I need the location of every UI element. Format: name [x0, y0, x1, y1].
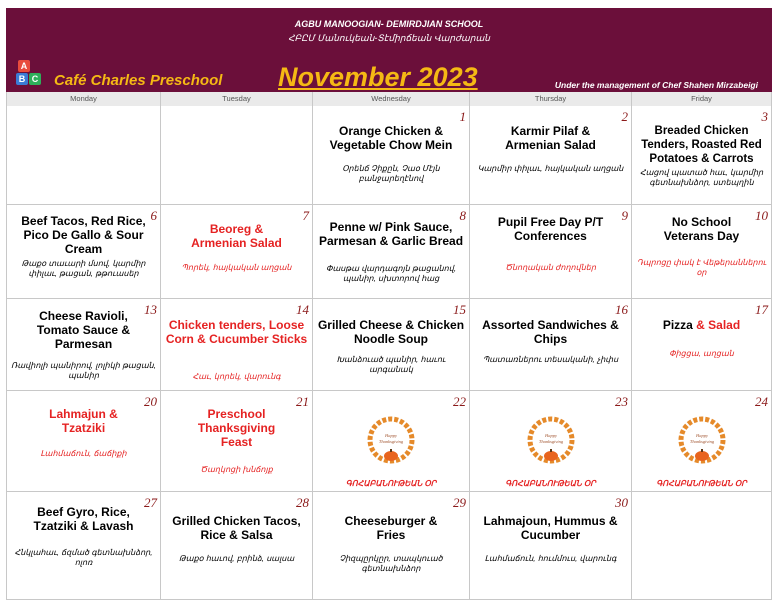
day-number: 9	[621, 208, 628, 223]
day-header-wednesday: Wednesday	[313, 92, 470, 106]
cafe-name: Café Charles Preschool	[54, 72, 223, 89]
day-cell	[313, 391, 470, 492]
day-number: 2	[621, 109, 628, 124]
menu-item-armenian: Խանձուած պանիր, հաւու արգանակ	[336, 355, 446, 374]
wreath-text: Happy	[385, 433, 397, 438]
day-number: 13	[144, 302, 157, 317]
menu-item-english: Penne w/ Pink Sauce, Parmesan & Garlic Bread	[318, 220, 464, 248]
menu-item-english: Beef Tacos, Red Rice, Pico De Gallo & Sour Cream	[21, 214, 146, 256]
day-cell	[161, 205, 313, 299]
day-cell	[313, 205, 470, 299]
abc-blocks-logo	[16, 60, 52, 88]
day-cell	[313, 492, 470, 600]
thanksgiving-wreath-icon	[524, 413, 578, 467]
day-cell	[161, 299, 313, 391]
day-header-friday: Friday	[632, 92, 772, 106]
menu-item-armenian: Ծնողական ժողովներ	[505, 263, 596, 272]
menu-item-english: Pupil Free Day P/T Conferences	[497, 215, 604, 243]
day-cell	[6, 391, 161, 492]
day-number: 30	[615, 495, 628, 510]
day-cell	[632, 106, 772, 205]
menu-item-part: & Salad	[692, 318, 741, 332]
day-cell	[632, 205, 772, 299]
day-cell	[6, 299, 161, 391]
menu-item-armenian: Հացով պատած հաւ, կարմիր գետնախնձոր, ստեպղին	[639, 168, 764, 187]
month-title: November 2023	[278, 62, 478, 92]
day-cell-empty	[6, 106, 161, 205]
menu-item-english: Assorted Sandwiches & Chips	[482, 318, 619, 346]
holiday-label: ԳՈՀԱԲԱՆՈՒԹԵԱՆ ՕՐ	[656, 479, 747, 488]
day-number: 6	[150, 208, 157, 223]
day-cell	[470, 106, 632, 205]
holiday-label: ԳՈՀԱԲԱՆՈՒԹԵԱՆ ՕՐ	[345, 479, 437, 488]
day-number: 29	[453, 495, 466, 510]
day-number: 14	[296, 302, 309, 317]
day-cell	[161, 391, 313, 492]
day-cell-empty	[632, 492, 772, 600]
day-header-tuesday: Tuesday	[161, 92, 313, 106]
menu-item-armenian: Փասթա վարդագոյն թացանով, պանիր, սխտորով հաց	[325, 264, 457, 283]
logo-block-b: B	[16, 73, 28, 85]
menu-item-english: Lahmajoun, Hummus & Cucumber	[483, 514, 618, 542]
wreath-text: Happy	[695, 433, 708, 438]
day-number: 1	[459, 109, 466, 124]
wreath-text: Thanksgiving	[378, 439, 404, 444]
day-number: 8	[459, 208, 466, 223]
day-number: 7	[302, 208, 309, 223]
calendar-header	[6, 8, 772, 92]
day-cell	[470, 492, 632, 600]
day-number: 21	[296, 394, 309, 409]
menu-item-armenian: Պորեկ, հայկական աղցան	[181, 263, 292, 272]
thanksgiving-wreath-icon	[364, 413, 418, 467]
day-number: 15	[453, 302, 466, 317]
menu-item-english: Beef Gyro, Rice, Tzatziki & Lavash	[33, 505, 134, 533]
menu-item-english: Chicken tenders, Loose Corn & Cucumber Sticks	[165, 318, 308, 346]
menu-item-english: Grilled Cheese & Chicken Noodle Soup	[317, 318, 465, 346]
menu-item-english: Grilled Chicken Tacos, Rice & Salsa	[172, 514, 301, 542]
day-number: 3	[761, 109, 768, 124]
thanksgiving-wreath-icon	[675, 413, 729, 467]
logo-block-c: C	[29, 73, 41, 85]
day-header-monday: Monday	[6, 92, 161, 106]
day-number: 24	[755, 394, 768, 409]
day-cell	[470, 205, 632, 299]
menu-item-armenian: Ռավիոլի պանիրով, լոլիկի թացան, պանիր	[11, 361, 156, 380]
menu-item-armenian: Հաւ, կորեկ, վարունգ	[192, 372, 281, 381]
menu-item-part: Pizza	[662, 318, 693, 332]
menu-item-armenian: Դպրոցը փակ է Վեթերաններու օր	[636, 258, 767, 277]
day-header-thursday: Thursday	[470, 92, 632, 106]
school-name-armenian: ՀԲԸՄ Մանուկեան-Տէմիրճեան Վարժարան	[288, 33, 490, 43]
menu-item-armenian: Թաքօ տաւարի մսով, կարմիր փիլաւ, թացան, թթուասեր	[21, 259, 146, 278]
menu-item-armenian: Ծաղկոցի խնճոյք	[200, 465, 273, 474]
day-number: 28	[296, 495, 309, 510]
day-number: 16	[615, 302, 628, 317]
day-cell	[313, 299, 470, 391]
menu-item-english: Orange Chicken & Vegetable Chow Mein	[329, 124, 453, 152]
day-cell	[6, 492, 161, 600]
day-number: 22	[453, 394, 466, 409]
day-cell	[470, 391, 632, 492]
menu-item-english: Cheese Ravioli, Tomato Sauce & Parmesan	[36, 309, 131, 351]
menu-item-english: Breaded Chicken Tenders, Roasted Red Potatoes & Carrots	[641, 125, 762, 165]
day-cell	[632, 299, 772, 391]
day-number: 10	[755, 208, 768, 223]
school-name-english: AGBU MANOOGIAN- DEMIRDJIAN SCHOOL	[294, 19, 484, 29]
menu-item-english	[634, 318, 769, 332]
holiday-label: ԳՈՀԱԲԱՆՈՒԹԵԱՆ ՕՐ	[505, 479, 596, 488]
day-number: 20	[144, 394, 157, 409]
menu-item-english: Beoreg & Armenian Salad	[191, 222, 282, 250]
menu-item-english: No School Veterans Day	[663, 215, 740, 243]
menu-item-armenian: Լահմաճուն, ճաճիքի	[40, 449, 127, 458]
day-number: 17	[755, 302, 768, 317]
menu-item-armenian: Փիցցա, աղցան	[669, 349, 734, 358]
menu-item-armenian: Պատառներու տեսականի, չիփս	[482, 355, 619, 364]
menu-item-english: Cheeseburger & Fries	[344, 514, 438, 542]
menu-item-english: Karmir Pilaf & Armenian Salad	[505, 124, 596, 152]
wreath-text: Thanksgiving	[689, 439, 714, 444]
logo-block-a: A	[18, 60, 30, 72]
day-cell	[6, 205, 161, 299]
day-number: 27	[144, 495, 157, 510]
menu-item-armenian: Օրենճ Չիքըն, Չաօ Մէյն բանջարեղէնով	[342, 164, 440, 183]
day-cell	[470, 299, 632, 391]
menu-item-armenian: Չիզպըրկըր, տապկուած գետնախնձոր	[339, 554, 443, 573]
menu-item-armenian: Կարմիր փիլաւ, հայկական աղցան	[477, 164, 624, 173]
day-cell	[161, 492, 313, 600]
menu-item-english: Lahmajun & Tzatziki	[49, 407, 118, 435]
day-number: 23	[615, 394, 628, 409]
day-cell	[313, 106, 470, 205]
wreath-text: Happy	[544, 433, 557, 438]
management-note: Under the management of Chef Shahen Mirzabeigi	[554, 80, 758, 90]
menu-item-english: Preschool Thanksgiving Feast	[197, 407, 276, 449]
menu-item-armenian: Լահմաճուն, հումմուս, վարունգ	[484, 554, 617, 563]
menu-item-armenian: Թաքօ հաւով, բրինձ, սալսա	[178, 554, 295, 563]
day-cell	[632, 391, 772, 492]
menu-item-armenian: Հնկլահաւ, ճզմած գետնախնձոր, ոլոռ	[14, 548, 153, 567]
wreath-text: Thanksgiving	[538, 439, 563, 444]
day-cell-empty	[161, 106, 313, 205]
